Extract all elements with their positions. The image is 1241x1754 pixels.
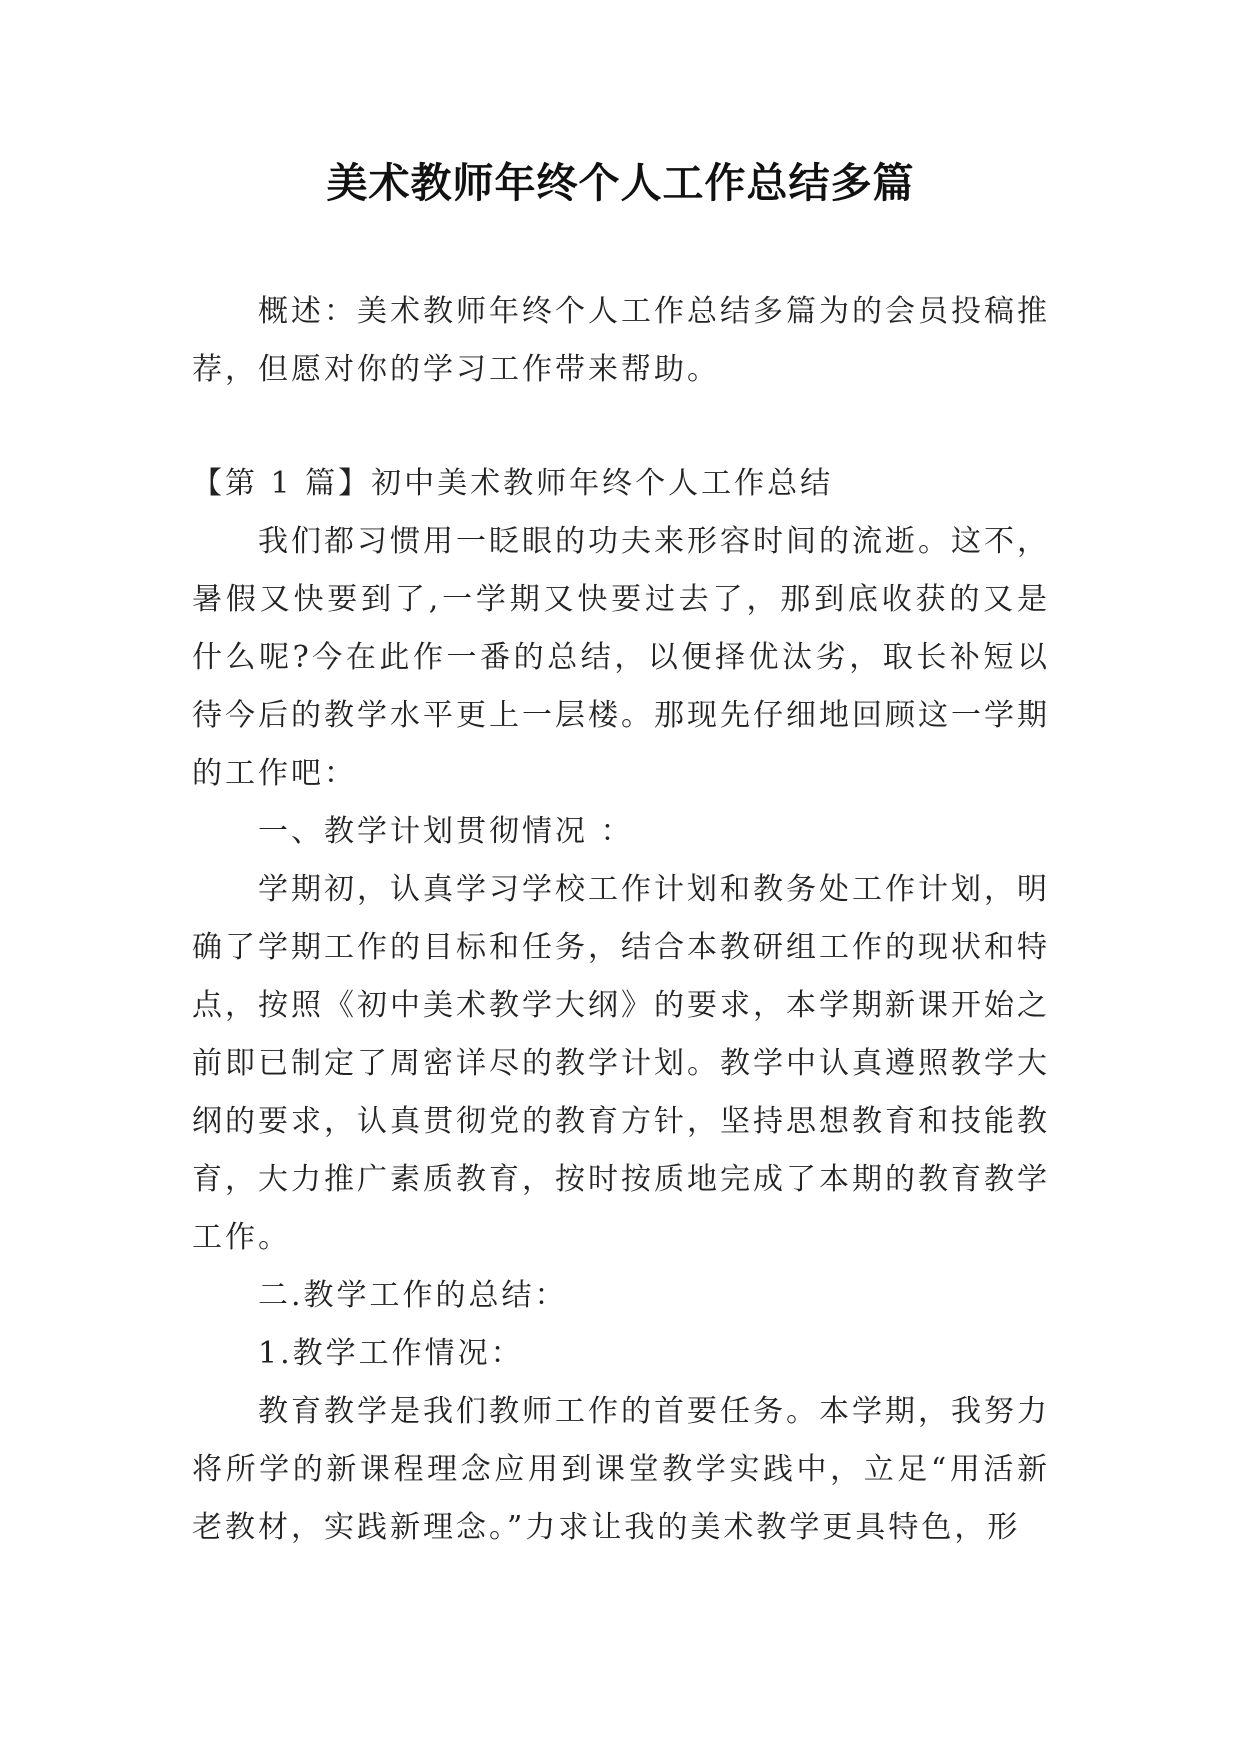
body-paragraph: 我们都习惯用一眨眼的功夫来形容时间的流逝。这不，暑假又快要到了,一学期又快要过去了，那到底收获的又是什么呢?今在此作一番的总结，以便择优汰劣，取长补短以待今后的教学水平更上一层楼。那现先仔细地回顾这一学期的工作吧： [192,524,1050,791]
section-heading: 【第 1 篇】初中美术教师年终个人工作总结 [192,466,834,501]
subheading-teaching-situation: 1.教学工作情况： [258,1336,524,1371]
body-paragraph: 教育教学是我们教师工作的首要任务。本学期，我努力将所学的新课程理念应用到课堂教学实践中，立足“用活新老教材，实践新理念。”力求让我的美术教学更具特色，形 [192,1394,1050,1545]
subheading-teaching-summary: 二.教学工作的总结： [258,1278,568,1313]
document-title: 美术教师年终个人工作总结多篇 [326,159,915,207]
summary-paragraph: 概述：美术教师年终个人工作总结多篇为的会员投稿推荐，但愿对你的学习工作带来帮助。 [192,294,1050,387]
document-content [192,455,1050,1557]
subheading-teaching-plan: 一、教学计划贯彻情况 ： [258,814,634,849]
body-paragraph: 学期初，认真学习学校工作计划和教务处工作计划，明确了学期工作的目标和任务，结合本教研组工作的现状和特点，按照《初中美术教学大纲》的要求，本学期新课开始之前即已制定了周密详尽的教学计划。教学中认真遵照教学大纲的要求，认真贯彻党的教育方针，坚持思想教育和技能教育，大力推广素质教育，按时按质地完成了本期的教育教学工作。 [192,872,1050,1255]
